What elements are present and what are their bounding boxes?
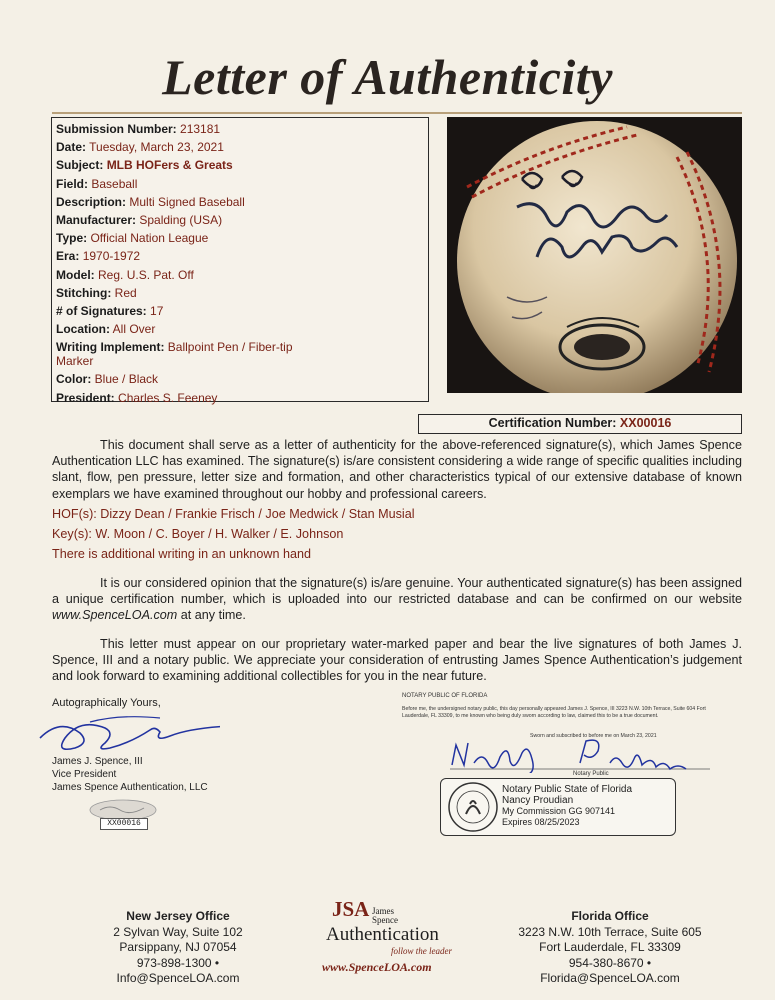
detail-value: Red	[114, 285, 137, 300]
detail-row	[56, 320, 424, 338]
hof-signatures: HOF(s): Dizzy Dean / Frankie Frisch / Joe Medwick / Stan Musial	[52, 507, 415, 521]
detail-value: Baseball	[91, 176, 138, 191]
detail-row	[56, 389, 424, 407]
detail-value: Ballpoint Pen / Fiber-tip Marker	[56, 340, 293, 369]
detail-label: Field:	[56, 176, 88, 191]
certification-number-box	[418, 414, 742, 434]
detail-value: Tuesday, March 23, 2021	[89, 140, 224, 155]
closing-salutation: Autographically Yours,	[52, 697, 161, 709]
detail-label: Subject:	[56, 158, 104, 173]
key-signatures: Key(s): W. Moon / C. Boyer / H. Walker / E. Johnson	[52, 527, 344, 541]
stamp-line: My Commission GG 907141	[502, 806, 616, 816]
detail-value: Blue / Black	[94, 372, 159, 387]
website-link[interactable]: www.SpenceLOA.com	[52, 608, 178, 623]
detail-row	[56, 266, 424, 284]
detail-row	[56, 138, 424, 156]
detail-row	[56, 370, 424, 388]
jsa-logo-mark: JSA	[332, 897, 370, 921]
certification-value: XX00016	[619, 416, 672, 430]
detail-value: Multi Signed Baseball	[129, 194, 245, 209]
hologram-number: XX00016	[100, 818, 148, 830]
certification-label: Certification Number:	[488, 416, 617, 430]
detail-value: All Over	[112, 322, 156, 337]
detail-label: Model:	[56, 267, 95, 282]
office-city: Fort Lauderdale, FL 33309	[539, 940, 681, 954]
detail-label: President:	[56, 390, 115, 405]
spence-signature-image	[30, 700, 220, 760]
detail-row	[56, 120, 424, 138]
detail-label: Submission Number:	[56, 122, 177, 136]
detail-row	[56, 340, 321, 368]
detail-label: Date:	[56, 140, 87, 155]
detail-value: 17	[150, 304, 164, 319]
detail-row	[56, 247, 424, 265]
opinion-text: It is our considered opinion that the signature(s) is/are genuine. Your authenticated signature(s) has been assigned a unique certification number, which is uploaded into our restricted database and can be confirmed on our website	[52, 576, 742, 607]
signer-block	[52, 755, 208, 794]
office-address: 2 Sylvan Way, Suite 102	[113, 924, 243, 939]
detail-label: # of Signatures:	[56, 304, 147, 319]
signer-company: James Spence Authentication, LLC	[52, 782, 208, 793]
new-jersey-office	[88, 909, 268, 987]
detail-label: Description:	[56, 194, 127, 209]
detail-value: MLB HOFers & Greats	[106, 158, 233, 173]
notary-sworn-line: Sworn and subscribed to before me on March 23, 2021	[530, 733, 657, 739]
jsa-logo-tagline: follow the leader	[391, 946, 452, 956]
detail-value: Reg. U.S. Pat. Off	[98, 267, 194, 282]
detail-row	[56, 175, 424, 193]
authenticity-text: This document shall serve as a letter of authenticity for the above-referenced signature(s), which James Spence Authentication LLC has examined. The signature(s) is/are consistent considering a wide range of specific qualities including slant, flow, pen pressure, letter size and formation, and other characteristics typical of our extensive database of known exemplars we have examined throughout our hobby and professional careers.	[52, 438, 742, 501]
title-divider	[52, 112, 742, 114]
office-contact: 973-898-1300 • Info@SpenceLOA.com	[116, 955, 240, 985]
additional-writing-note: There is additional writing in an unknown hand	[52, 547, 312, 561]
detail-value: Charles S. Feeney	[118, 390, 218, 405]
office-name: New Jersey Office	[126, 909, 230, 923]
notary-seal-image	[446, 780, 500, 834]
jsa-logo-wordmark: Authentication	[326, 924, 439, 945]
detail-value: 213181	[180, 122, 221, 136]
detail-label: Writing Implement:	[56, 340, 165, 355]
detail-row	[56, 193, 424, 211]
notary-public-label: Notary Public	[573, 771, 609, 777]
authenticity-paragraph	[52, 437, 742, 502]
detail-row	[56, 229, 424, 247]
signer-name: James J. Spence, III	[52, 756, 143, 767]
detail-row	[56, 211, 424, 229]
detail-label: Era:	[56, 249, 80, 264]
detail-row	[56, 302, 424, 320]
jsa-logo-name: James Spence	[372, 906, 398, 925]
signer-title: Vice President	[52, 769, 117, 780]
detail-row	[56, 156, 424, 174]
office-city: Parsippany, NJ 07054	[119, 940, 237, 954]
stamp-line: Expires 08/25/2023	[502, 816, 580, 827]
office-address: 3223 N.W. 10th Terrace, Suite 605	[518, 924, 702, 939]
detail-label: Manufacturer:	[56, 213, 137, 228]
stamp-line: Nancy Proudian	[502, 794, 574, 806]
notary-signature-image	[440, 733, 720, 773]
detail-label: Location:	[56, 322, 110, 337]
detail-label: Color:	[56, 372, 92, 387]
footer-website-link[interactable]: www.SpenceLOA.com	[322, 960, 432, 974]
detail-label: Type:	[56, 231, 88, 246]
detail-label: Stitching:	[56, 285, 112, 300]
stamp-line: Notary Public State of Florida	[502, 784, 633, 795]
page-title: Letter of Authenticity	[162, 49, 613, 105]
requirements-paragraph	[52, 636, 742, 685]
submission-details-box	[51, 117, 429, 405]
signed-baseball-image	[447, 117, 742, 393]
office-contact: 954-380-8670 • Florida@SpenceLOA.com	[540, 955, 680, 985]
detail-value: Official Nation League	[90, 231, 209, 246]
florida-office	[505, 909, 715, 987]
opinion-text-end: at any time.	[177, 608, 246, 623]
office-name: Florida Office	[571, 909, 649, 923]
notary-statement: Before me, the undersigned notary public, this day personally appeared James J. Spence, III 3223 N.W. 10th Terrace, Suite 604 Fort Lauderdale, FL 33309, to me known who being duly sworn according to law, claimed this to be a true document.	[402, 706, 706, 719]
requirements-text: This letter must appear on our proprietary water-marked paper and bear the live signatures of both James J. Spence, III and a notary public. We appreciate your consideration of entrusting James Spence Authentication’s judgement and look forward to examining additional collectibles for you in the near future.	[52, 637, 742, 684]
notary-header: NOTARY PUBLIC OF FLORIDA	[402, 693, 488, 699]
detail-value: 1970-1972	[82, 249, 141, 264]
opinion-paragraph	[52, 575, 742, 624]
notary-stamp-text	[502, 785, 632, 827]
detail-row	[56, 284, 424, 302]
detail-value: Spalding (USA)	[139, 213, 223, 228]
baseball-photo	[447, 117, 742, 393]
